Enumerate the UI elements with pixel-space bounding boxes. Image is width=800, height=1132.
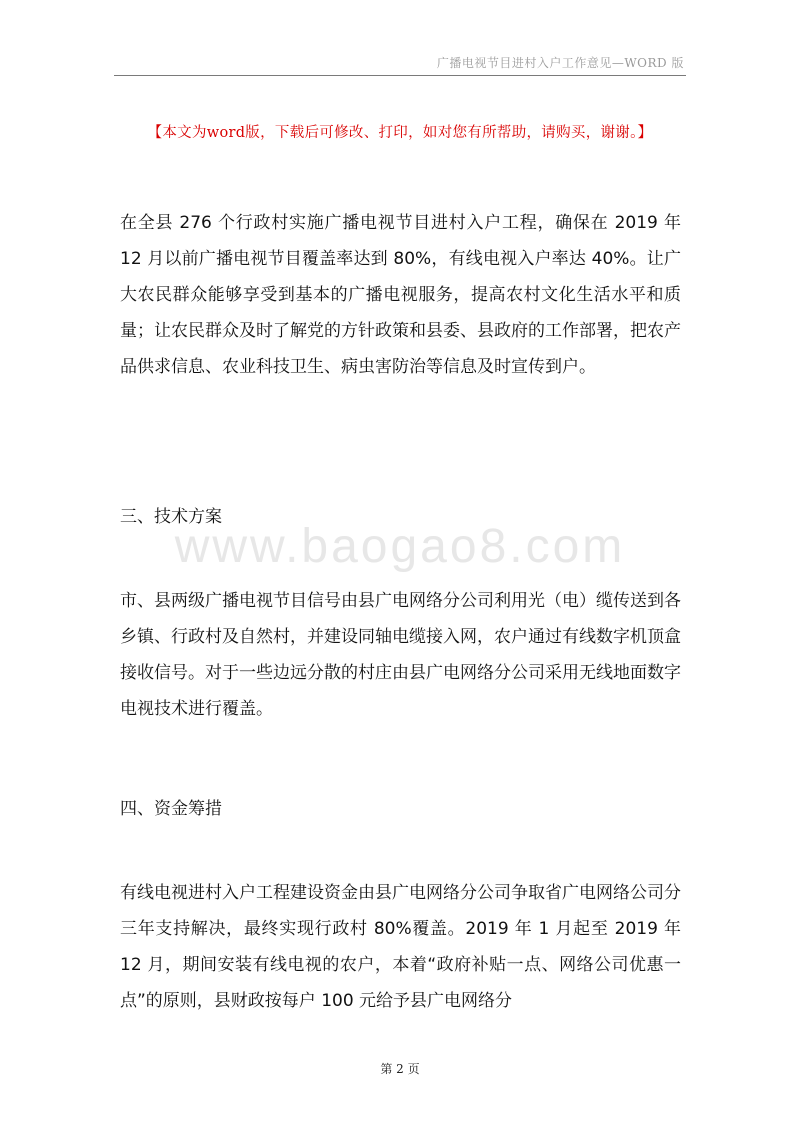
header-title: 广播电视节目进村入户工作意见—WORD 版 bbox=[436, 56, 684, 70]
body-paragraph-goals: 在全县 276 个行政村实施广播电视节目进村入户工程，确保在 2019 年 12 月以前广播电视节目覆盖率达到 80%，有线电视入户率达 40%。让广大农民群众能够享受到基本的广播电视服务，提高农村文化生活水平和质量；让农民群众及时了解党的方针政策和县委、县政府的工作部署，把农产品供求信息、农业科技卫生、病虫害防治等信息及时宣传到户。 bbox=[120, 213, 681, 377]
section-heading-technical-plan: 三、技术方案 bbox=[120, 507, 222, 527]
page-number: 第 2 页 bbox=[380, 1062, 420, 1076]
purchase-notice: 【本文为word版，下载后可修改、打印，如对您有所帮助，请购买，谢谢。】 bbox=[147, 125, 653, 141]
watermark: www.baogao8.com bbox=[174, 520, 626, 573]
section-heading-funding: 四、资金筹措 bbox=[120, 799, 222, 819]
body-paragraph-funding: 有线电视进村入户工程建设资金由县广电网络分公司争取省广电网络公司分三年支持解决，最终实现行政村 80%覆盖。2019 年 1 月起至 2019 年 12 月，期间安装有线电视的农户，本着“政府补贴一点、网络公司优惠一点”的原则，县财政按每户 100 元给予县广电网络分 bbox=[120, 883, 681, 1011]
body-paragraph-technical: 市、县两级广播电视节目信号由县广电网络分公司利用光（电）缆传送到各乡镇、行政村及自然村，并建设同轴电缆接入网，农户通过有线数字机顶盒接收信号。对于一些边远分散的村庄由县广电网络分公司采用无线地面数字电视技术进行覆盖。 bbox=[120, 591, 681, 719]
header-divider bbox=[114, 75, 686, 76]
